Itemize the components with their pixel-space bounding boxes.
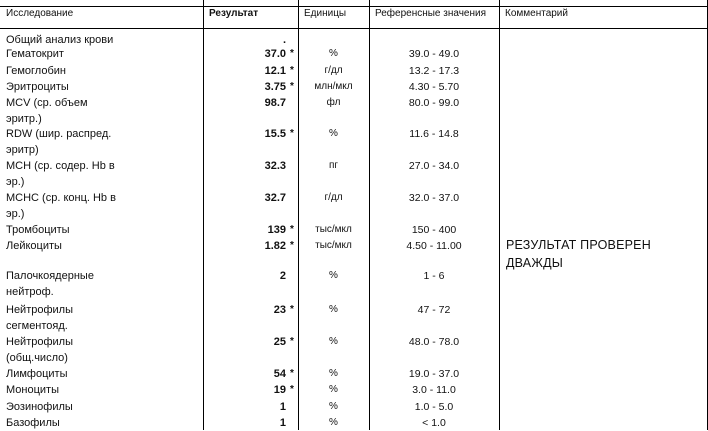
row-reference: 80.0 - 99.0 (408, 97, 460, 109)
row-unit: % (329, 128, 338, 139)
row-unit: пг (328, 160, 339, 171)
row-name: Лейкоциты (6, 240, 62, 252)
row-unit: % (329, 304, 338, 315)
row-flag: * (290, 224, 294, 235)
row-reference: 11.6 - 14.8 (409, 128, 459, 140)
row-reference: < 1.0 (422, 417, 446, 429)
row-flag: * (290, 336, 294, 347)
header-comment: Комментарий (505, 8, 568, 19)
row-reference: 32.0 - 37.0 (408, 192, 460, 204)
row-reference: 27.0 - 34.0 (408, 160, 460, 172)
row-name: Палочкоядерные нейтроф. (6, 270, 94, 298)
row-flag: * (290, 81, 294, 92)
row-unit: % (329, 401, 338, 412)
header-study: Исследование (6, 8, 74, 19)
row-value: 12.1 (264, 65, 286, 77)
row-value: 3.75 (264, 81, 286, 93)
row-unit: % (329, 270, 338, 281)
row-name: Базофилы (6, 417, 60, 429)
row-name: Гемоглобин (6, 65, 66, 77)
row-value: 19 (273, 384, 286, 396)
border-top (0, 6, 708, 7)
row-value: . (282, 34, 286, 46)
header-divider (0, 28, 708, 29)
row-value: 1 (279, 417, 286, 429)
header-result: Результат (209, 8, 259, 19)
row-flag: * (290, 48, 294, 59)
row-unit: тыс/мкл (315, 240, 352, 251)
row-unit: % (329, 417, 338, 428)
row-unit: % (329, 336, 338, 347)
row-value: 1.82 (264, 240, 286, 252)
col-divider-1 (203, 0, 204, 430)
row-unit: г/дл (324, 192, 343, 203)
row-flag: * (290, 128, 294, 139)
row-unit: фл (326, 97, 341, 108)
row-value: 139 (267, 224, 286, 236)
row-unit: млн/мкл (314, 81, 353, 92)
row-name: RDW (шир. распред. эритр) (6, 128, 112, 156)
row-name: Общий анализ крови (6, 34, 114, 46)
row-value: 1 (279, 401, 286, 413)
row-name: Нейтрофилы сегментояд. (6, 304, 73, 332)
row-flag: * (290, 384, 294, 395)
row-value: 25 (273, 336, 286, 348)
row-unit: % (329, 48, 338, 59)
table-header (0, 0, 708, 28)
row-name: MCV (ср. объем эритр.) (6, 97, 88, 125)
row-reference: 48.0 - 78.0 (408, 336, 460, 348)
row-reference: 13.2 - 17.3 (408, 65, 460, 77)
row-value: 37.0 (264, 48, 286, 60)
row-unit: г/дл (324, 65, 343, 76)
row-reference: 47 - 72 (417, 304, 451, 316)
row-reference: 1 - 6 (423, 270, 445, 282)
row-flag: * (290, 65, 294, 76)
row-name: Лимфоциты (6, 368, 68, 380)
row-name: Эритроциты (6, 81, 69, 93)
row-flag: * (290, 304, 294, 315)
col-divider-4 (499, 0, 500, 430)
header-reference: Референсные значения (375, 8, 487, 19)
row-value: 32.3 (264, 160, 286, 172)
row-reference: 39.0 - 49.0 (408, 48, 460, 60)
row-name: Тромбоциты (6, 224, 70, 236)
row-name: Гематокрит (6, 48, 64, 60)
row-name: MCH (ср. содер. Hb в эр.) (6, 160, 115, 188)
row-reference: 1.0 - 5.0 (414, 401, 454, 413)
row-value: 32.7 (264, 192, 286, 204)
row-flag: * (290, 368, 294, 379)
row-reference: 4.30 - 5.70 (408, 81, 460, 93)
row-reference: 3.0 - 11.0 (412, 384, 456, 396)
row-unit: % (329, 368, 338, 379)
row-name: Эозинофилы (6, 401, 73, 413)
row-unit: тыс/мкл (315, 224, 352, 235)
row-name: Моноциты (6, 384, 59, 396)
row-flag: * (290, 240, 294, 251)
row-value: 98.7 (264, 97, 286, 109)
row-value: 54 (273, 368, 286, 380)
row-name: Нейтрофилы (общ.число) (6, 336, 73, 364)
row-value: 15.5 (264, 128, 286, 140)
row-unit: % (329, 384, 338, 395)
row-reference: 4.50 - 11.00 (406, 240, 462, 252)
row-reference: 19.0 - 37.0 (408, 368, 460, 380)
row-value: 23 (273, 304, 286, 316)
header-units: Единицы (304, 8, 347, 19)
result-comment: РЕЗУЛЬТАТ ПРОВЕРЕН ДВАЖДЫ (506, 238, 651, 270)
row-value: 2 (279, 270, 286, 282)
row-name: MCHC (ср. конц. Hb в эр.) (6, 192, 116, 220)
row-reference: 150 - 400 (411, 224, 457, 236)
